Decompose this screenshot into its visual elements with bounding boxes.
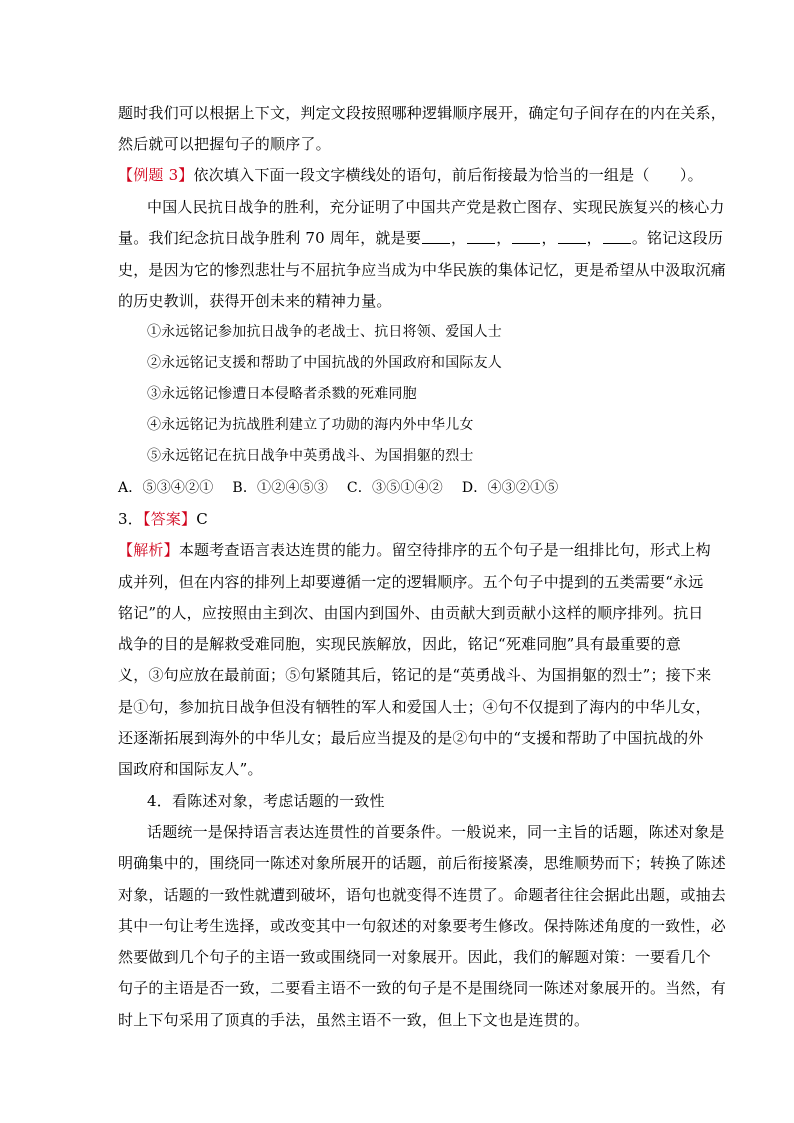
answer-label: 【答案】 bbox=[142, 510, 197, 528]
passage-line-4: 的历史教训，获得开创未来的精神力量。 bbox=[118, 292, 392, 310]
blank-3 bbox=[512, 229, 540, 244]
blank-2 bbox=[467, 229, 495, 244]
passage-line-3: 史，是因为它的惨烈悲壮与不屈抗争应当成为中华民族的集体记忆，更是希望从中汲取沉痛 bbox=[118, 261, 727, 279]
option-1: ①永远铭记参加抗日战争的老战士、抗日将领、爱国人士 bbox=[147, 324, 502, 340]
section-4-line-1: 话题统一是保持语言表达连贯性的首要条件。一般说来，同一主旨的话题，陈述对象是 bbox=[147, 823, 725, 841]
section-4-heading: 4．看陈述对象，考虑话题的一致性 bbox=[147, 792, 385, 810]
comma-2: ， bbox=[496, 229, 512, 247]
section-4-line-5: 然要做到几个句子的主语一致或围绕同一对象展开。因此，我们的解题对策：一要看几个 bbox=[118, 948, 711, 966]
example-label: 【例题 3】 bbox=[118, 166, 194, 184]
intro-line-2: 然后就可以把握句子的顺序了。 bbox=[118, 135, 331, 153]
comma-4: ， bbox=[586, 229, 602, 247]
analysis-line-6: 是①句，参加抗日战争但没有牺牲的军人和爱国人士；④句不仅提到了海内的中华儿女， bbox=[118, 698, 711, 716]
passage-line-2-start: 量。我们纪念抗日战争胜利 70 周年，就是要 bbox=[118, 229, 422, 247]
section-4-line-7: 时上下句采用了顶真的手法，虽然主语不一致，但上下文也是连贯的。 bbox=[118, 1011, 590, 1029]
blank-5 bbox=[603, 229, 631, 244]
option-2: ②永远铭记支援和帮助了中国抗战的外国政府和国际友人 bbox=[147, 355, 502, 371]
blank-1 bbox=[422, 229, 450, 244]
option-4: ④永远铭记为抗战胜利建立了功勋的海内外中华儿女 bbox=[147, 417, 474, 433]
analysis-line-8: 国政府和国际友人”。 bbox=[118, 760, 263, 778]
section-4-line-3: 对象，话题的一致性就遭到破坏，语句也就变得不连贯了。命题者往往会据此出题，或抽去 bbox=[118, 886, 727, 904]
section-4-line-2: 明确集中的，围绕同一陈述对象所展开的话题，前后衔接紧凑，思维顺势而下；转换了陈述 bbox=[118, 854, 727, 872]
analysis-line-5: 义，③句应放在最前面；⑤句紧随其后，铭记的是“英勇战斗、为国捐躯的烈士”；接下来 bbox=[118, 666, 712, 684]
comma-1: ， bbox=[451, 229, 467, 247]
answer-value: C bbox=[196, 510, 208, 528]
blank-4 bbox=[558, 229, 586, 244]
passage-line-2 bbox=[118, 228, 723, 248]
example-heading bbox=[118, 165, 703, 185]
analysis-line-3: 铭记”的人，应按照由主到次、由国内到国外、由贡献大到贡献小这样的顺序排列。抗日 bbox=[118, 604, 704, 622]
answer-number: 3． bbox=[118, 510, 143, 528]
analysis-line-1 bbox=[118, 540, 711, 560]
analysis-label: 【解析】 bbox=[118, 541, 179, 559]
analysis-line-7: 还逐渐拓展到海外的中华儿女；最后应当提及的是②句中的“支援和帮助了中国抗战的外 bbox=[118, 729, 704, 747]
section-4-line-6: 句子的主语是否一致，二要看主语不一致的句子是不是围绕同一陈述对象展开的。当然，有 bbox=[118, 979, 727, 997]
answer-line bbox=[118, 509, 208, 529]
passage-line-1: 中国人民抗日战争的胜利，充分证明了中国共产党是救亡图存、实现民族复兴的核心力 bbox=[147, 198, 725, 216]
passage-line-2-end: 。铭记这段历 bbox=[631, 229, 724, 247]
analysis-text-1: 本题考查语言表达连贯的能力。留空待排序的五个句子是一组排比句，形式上构 bbox=[178, 541, 711, 559]
analysis-line-2: 成并列，但在内容的排列上却要遵循一定的逻辑顺序。五个句子中提到的五类需要“永远 bbox=[118, 573, 704, 591]
section-4-line-4: 其中一句让考生选择，或改变其中一句叙述的对象要考生修改。保持陈述角度的一致性，必 bbox=[118, 917, 727, 935]
analysis-line-4: 战争的目的是解救受难同胞，实现民族解放，因此，铭记“死难同胞”具有最重要的意 bbox=[118, 635, 681, 653]
intro-line-1: 题时我们可以根据上下文，判定文段按照哪种逻辑顺序展开，确定句子间存在的内在关系， bbox=[118, 104, 727, 122]
option-3: ③永远铭记惨遭日本侵略者杀戮的死难同胞 bbox=[147, 386, 417, 402]
option-5: ⑤永远铭记在抗日战争中英勇战斗、为国捐躯的烈士 bbox=[147, 448, 474, 464]
answer-choices: A．⑤③④②① B．①②④⑤③ C．③⑤①④② D．④③②①⑤ bbox=[118, 480, 559, 496]
comma-3: ， bbox=[541, 229, 557, 247]
example-question: 依次填入下面一段文字横线处的语句，前后衔接最为恰当的一组是（ ）。 bbox=[193, 166, 703, 184]
